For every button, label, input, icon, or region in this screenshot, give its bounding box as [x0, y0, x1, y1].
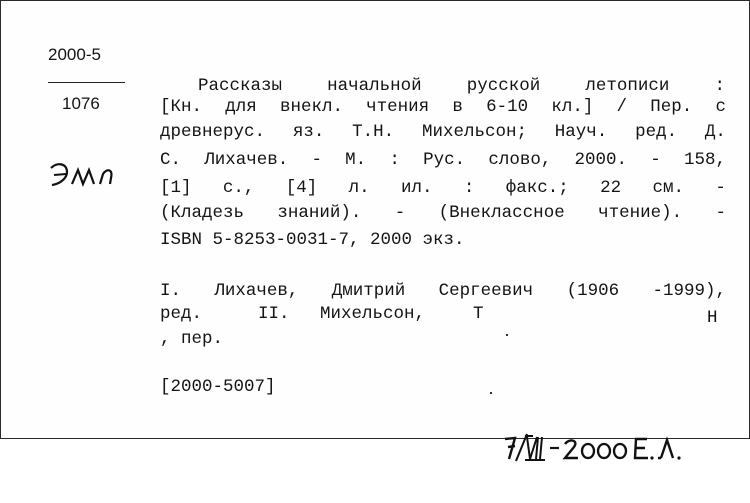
entries-line-2-c: Михельсон, [320, 304, 426, 324]
speck-2 [490, 392, 492, 394]
handwritten-date [501, 393, 726, 503]
description-line-6: (Кладезь знаний). - (Внеклассное чтение). - [160, 203, 726, 223]
entries-line-1: I. Лихачев, Дмитрий Сергеевич (1906 -1999), [160, 281, 726, 301]
entries-line-2-d: Т [473, 304, 484, 324]
number-divider [48, 82, 125, 83]
description-line-3: древнерус. яз. Т.Н. Михельсон; Науч. ред. Д. [160, 122, 726, 142]
entries-line-2-e: Н [707, 308, 718, 328]
description-line-2: [Кн. для внекл. чтения в 6-10 кл.] / Пер. с [160, 97, 726, 117]
entries-line-2-b: II. [258, 304, 290, 324]
speck-1 [506, 334, 508, 336]
entries-line-3: , пер. [160, 329, 224, 349]
control-number: [2000-5007] [160, 377, 276, 397]
description-line-1: Рассказы начальной русской летописи : [198, 76, 725, 96]
handwritten-date-image [501, 429, 726, 467]
card-number-bottom: 1076 [62, 94, 100, 113]
initials-signature-image [45, 154, 125, 196]
initials-handwriting [45, 118, 125, 232]
description-line-4: С. Лихачев. - М. : Рус. слово, 2000. - 158, [160, 150, 726, 170]
description-line-5: [1] с., [4] л. ил. : факс.; 22 см. - [160, 178, 726, 198]
description-line-7: ISBN 5-8253-0031-7, 2000 экз. [160, 230, 465, 250]
entries-line-2-a: ред. [160, 304, 203, 324]
card-number-top: 2000-5 [48, 45, 101, 64]
